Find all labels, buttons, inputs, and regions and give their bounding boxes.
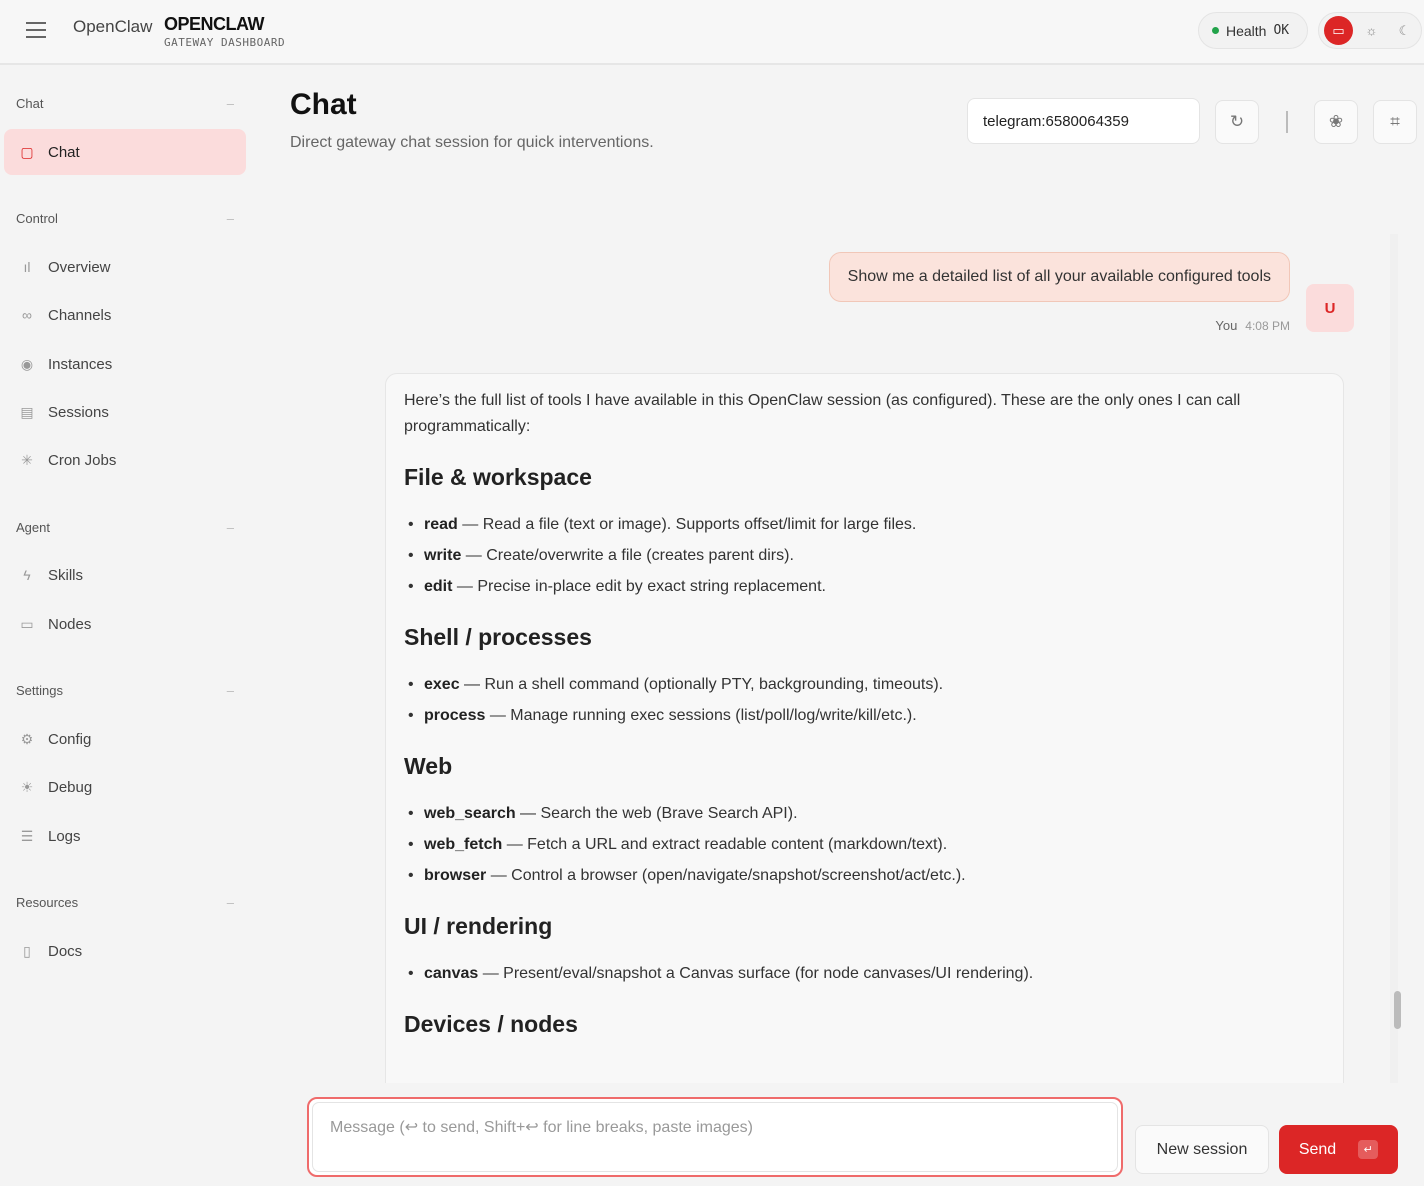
page-title: Chat	[290, 88, 357, 121]
section-settings[interactable]: Settings –	[16, 683, 234, 698]
tool-name: edit	[424, 578, 453, 595]
tool-description: — Manage running exec sessions (list/poll/log/write/kill/etc.).	[485, 707, 917, 724]
logs-icon: ☰	[20, 827, 34, 844]
list-item	[404, 672, 1325, 698]
section-chat[interactable]: Chat –	[16, 96, 234, 111]
send-label: Send	[1298, 1140, 1337, 1158]
timestamp: 4:08 PM	[1245, 319, 1290, 333]
sidebar-item-sessions[interactable]	[4, 389, 246, 435]
loader-icon: ✳	[21, 451, 33, 468]
sender-name: You	[1215, 318, 1238, 333]
sidebar	[0, 66, 260, 1186]
sidebar-item-label: Channels	[48, 306, 112, 324]
new-session-button[interactable]: New session	[1135, 1125, 1269, 1174]
session-selector[interactable]: telegram:6580064359	[967, 98, 1200, 144]
section-agent[interactable]: Agent –	[16, 520, 234, 535]
assistant-message	[385, 373, 1344, 1083]
scrollbar-thumb[interactable]	[1394, 991, 1401, 1029]
message-input[interactable]	[312, 1102, 1118, 1172]
menu-icon[interactable]	[26, 22, 46, 38]
tool-list	[404, 672, 1325, 729]
sidebar-item-label: Config	[48, 730, 92, 748]
sidebar-item-cron-jobs[interactable]	[4, 437, 246, 483]
brain-icon: ❀	[1328, 112, 1344, 131]
tool-name: exec	[424, 676, 460, 693]
status-dot-icon	[1212, 27, 1219, 34]
list-item	[404, 801, 1325, 827]
radio-icon: ◉	[20, 355, 34, 372]
brand-logo: OPENCLAW	[164, 14, 265, 34]
top-bar	[0, 0, 1424, 65]
sidebar-item-label: Overview	[48, 258, 111, 276]
sidebar-item-logs[interactable]	[4, 813, 246, 859]
tool-list	[404, 961, 1325, 987]
tool-list	[404, 512, 1325, 600]
monitor-icon: ▭	[20, 615, 34, 632]
sidebar-item-label: Debug	[48, 778, 93, 796]
section-resources[interactable]: Resources –	[16, 895, 234, 910]
avatar: U	[1306, 284, 1354, 332]
tool-description: — Control a browser (open/navigate/snapshot/screenshot/act/etc.).	[486, 867, 966, 884]
health-value: OK	[1273, 23, 1290, 38]
health-label: Health	[1226, 22, 1267, 39]
enter-key-icon: ↵	[1358, 1140, 1378, 1159]
sidebar-item-docs[interactable]	[4, 928, 246, 974]
list-item	[404, 574, 1325, 600]
list-item	[404, 863, 1325, 889]
tool-name: write	[424, 547, 462, 564]
zap-icon: ϟ	[23, 567, 31, 583]
tool-name: web_fetch	[424, 836, 503, 853]
focus-mode-button[interactable]	[1373, 100, 1417, 144]
section-heading: Shell / processes	[404, 624, 592, 650]
health-badge	[1198, 12, 1308, 49]
section-heading: Devices / nodes	[404, 1011, 578, 1037]
tool-description: — Read a file (text or image). Supports offset/limit for large files.	[457, 516, 917, 533]
tool-name: process	[424, 707, 486, 724]
intro-text: Here’s the full list of tools I have available in this OpenClaw session (as configured). These are the only ones I can call programmatically:	[404, 392, 1241, 435]
monitor-icon[interactable]: ▭	[1324, 16, 1353, 45]
sidebar-item-instances[interactable]	[4, 341, 246, 387]
page-subtitle: Direct gateway chat session for quick interventions.	[290, 134, 654, 151]
sidebar-item-label: Cron Jobs	[48, 451, 117, 469]
list-item	[404, 703, 1325, 729]
refresh-icon: ↻	[1229, 112, 1245, 131]
tool-name: browser	[424, 867, 487, 884]
theme-switcher	[1318, 12, 1422, 49]
tool-name: read	[424, 516, 458, 533]
list-item	[404, 832, 1325, 858]
thinking-toggle-button[interactable]	[1314, 100, 1358, 144]
file-icon: ▤	[20, 403, 34, 420]
list-item	[404, 543, 1325, 569]
section-control[interactable]: Control –	[16, 211, 234, 226]
section-heading: UI / rendering	[404, 913, 553, 939]
sidebar-item-skills[interactable]	[4, 552, 246, 598]
sidebar-item-label: Sessions	[48, 403, 109, 421]
tool-description: — Create/overwrite a file (creates parent dirs).	[461, 547, 794, 564]
section-heading: Web	[404, 753, 453, 779]
refresh-button[interactable]	[1215, 100, 1259, 144]
list-item	[404, 512, 1325, 538]
message-icon: ▢	[20, 143, 34, 160]
tool-description: — Present/eval/snapshot a Canvas surface (for node canvases/UI rendering).	[478, 965, 1034, 982]
scrollbar[interactable]	[1390, 234, 1398, 1083]
book-icon: ▯	[23, 942, 31, 959]
sidebar-item-label: Docs	[48, 942, 83, 960]
tool-description: — Search the web (Brave Search API).	[515, 805, 798, 822]
sidebar-item-label: Chat	[48, 143, 80, 161]
sidebar-item-config[interactable]	[4, 716, 246, 762]
sidebar-item-nodes[interactable]	[4, 601, 246, 647]
divider	[1286, 111, 1288, 133]
link-icon: ∞	[22, 307, 32, 323]
moon-icon[interactable]: ☾	[1398, 22, 1411, 38]
sidebar-item-label: Skills	[48, 566, 84, 584]
message-meta	[1215, 318, 1290, 333]
sidebar-item-debug[interactable]	[4, 764, 246, 810]
list-item	[404, 961, 1325, 987]
sidebar-item-chat[interactable]	[4, 129, 246, 175]
main-content	[260, 66, 1424, 1186]
tool-description: — Fetch a URL and extract readable content (markdown/text).	[502, 836, 948, 853]
sidebar-item-label: Nodes	[48, 615, 92, 633]
tool-name: canvas	[424, 965, 479, 982]
bug-icon: ☀	[20, 778, 34, 795]
sun-icon[interactable]: ☼	[1365, 23, 1378, 38]
send-button[interactable]	[1279, 1125, 1398, 1174]
sidebar-item-label: Logs	[48, 827, 81, 845]
brand-text: OpenClaw	[73, 17, 153, 36]
section-heading: File & workspace	[404, 464, 592, 490]
sidebar-item-overview[interactable]	[4, 244, 246, 290]
gear-icon: ⚙	[20, 730, 34, 747]
tool-name: web_search	[424, 805, 516, 822]
user-message: Show me a detailed list of all your available configured tools	[829, 252, 1290, 302]
sidebar-item-label: Instances	[48, 355, 113, 373]
brand-subtitle: GATEWAY DASHBOARD	[164, 36, 286, 49]
tool-description: — Run a shell command (optionally PTY, backgrounding, timeouts).	[459, 676, 944, 693]
sidebar-item-channels[interactable]	[4, 292, 246, 338]
tool-list	[404, 801, 1325, 889]
focus-icon: ⌗	[1390, 112, 1400, 131]
tool-description: — Precise in-place edit by exact string replacement.	[452, 578, 826, 595]
bar-chart-icon: ıl	[23, 259, 31, 275]
message-list	[260, 234, 1424, 1083]
message-input-wrapper	[307, 1097, 1123, 1177]
